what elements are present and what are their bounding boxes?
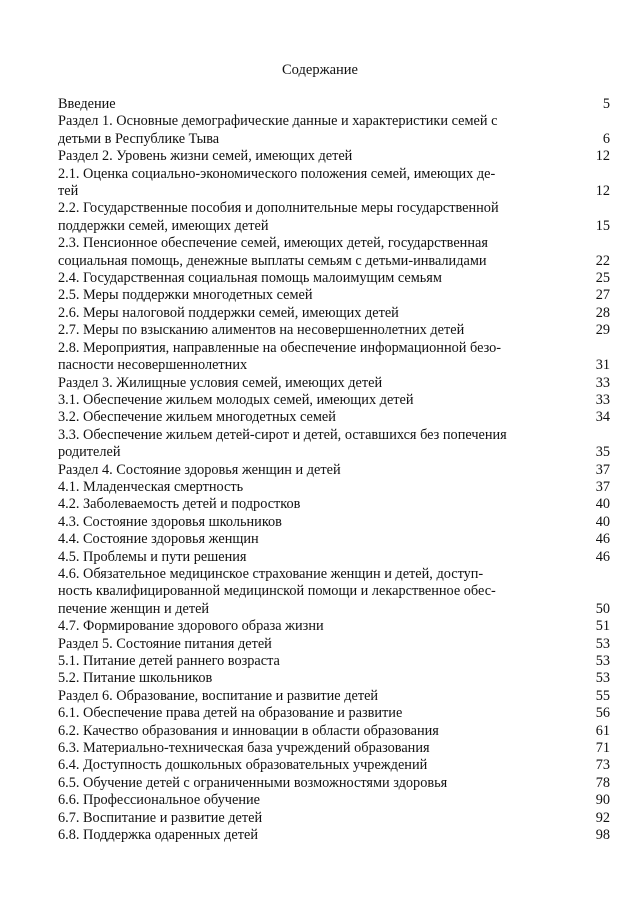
- toc-entry-page-number: 40: [595, 513, 610, 530]
- toc-entry-title: 3.2. Обеспечение жильем многодетных семей: [58, 409, 336, 426]
- toc-entry: [58, 670, 610, 687]
- toc-entry-title: 4.3. Состояние здоровья школьников: [58, 513, 282, 530]
- toc-entry: [58, 653, 610, 670]
- toc-entry-page-number: 5: [602, 96, 610, 112]
- toc-entry-title: 2.7. Меры по взысканию алиментов на несовершеннолетних детей: [58, 322, 465, 339]
- toc-entry-page-number: 61: [595, 722, 610, 739]
- toc-entry: [58, 618, 610, 635]
- toc-entry-title: 2.5. Меры поддержки многодетных семей: [58, 287, 313, 304]
- toc-entry: [58, 636, 610, 653]
- toc-entry-page-number: 92: [595, 809, 610, 826]
- toc-entry-page-number: 98: [595, 827, 610, 844]
- toc-entry-page-number: 37: [595, 461, 610, 478]
- toc-entry-page-number: 53: [595, 635, 610, 652]
- toc-entry-page-number: 25: [595, 270, 610, 287]
- toc-entry-title: 6.8. Поддержка одаренных детей: [58, 827, 258, 844]
- toc-entry: [58, 549, 610, 566]
- toc-entry: [58, 340, 610, 375]
- toc-entry: [58, 305, 610, 322]
- toc-entry-title: Раздел 2. Уровень жизни семей, имеющих детей: [58, 148, 353, 165]
- toc-entry-page-number: 40: [595, 496, 610, 513]
- toc-entry: [58, 427, 610, 462]
- toc-entry-page-number: 51: [595, 618, 610, 635]
- toc-entry: [58, 775, 610, 792]
- toc-entry: [58, 531, 610, 548]
- toc-entry-title: 6.5. Обучение детей с ограниченными возможностями здоровья: [58, 774, 448, 791]
- toc-entry: [58, 757, 610, 774]
- toc-entry: [58, 827, 610, 844]
- toc-entry-title: 4.2. Заболеваемость детей и подростков: [58, 496, 301, 513]
- toc-entry-page-number: 31: [595, 357, 610, 374]
- toc-entry: [58, 566, 610, 618]
- toc-entry: [58, 705, 610, 722]
- toc-entry: [58, 792, 610, 809]
- toc-entry-page-number: 29: [595, 322, 610, 339]
- toc-entry-title: 4.7. Формирование здорового образа жизни: [58, 618, 324, 635]
- toc-entry-title: Раздел 4. Состояние здоровья женщин и детей: [58, 461, 341, 478]
- toc-entry-title: Раздел 3. Жилищные условия семей, имеющих детей: [58, 374, 383, 391]
- table-of-contents: [58, 96, 610, 844]
- toc-entry-page-number: 27: [595, 287, 610, 304]
- toc-entry-title: 2.3. Пенсионное обеспечение семей, имеющих детей, государственная социальная помощь, денежные выплаты семьям с детьми-инвалидами: [58, 235, 488, 269]
- toc-entry-page-number: 53: [595, 653, 610, 669]
- toc-entry: [58, 235, 610, 270]
- toc-entry: [58, 688, 610, 705]
- toc-entry-page-number: 56: [595, 705, 610, 722]
- toc-entry: [58, 810, 610, 827]
- toc-entry-page-number: 71: [595, 740, 610, 757]
- toc-entry-title: Введение: [58, 96, 116, 112]
- toc-entry-title: 2.4. Государственная социальная помощь малоимущим семьям: [58, 270, 442, 287]
- toc-entry-title: 4.4. Состояние здоровья женщин: [58, 531, 259, 548]
- toc-entry-page-number: 53: [595, 670, 610, 687]
- toc-entry-page-number: 34: [595, 409, 610, 426]
- toc-entry: [58, 287, 610, 304]
- toc-entry-page-number: 12: [595, 183, 610, 200]
- toc-entry: [58, 322, 610, 339]
- toc-entry: [58, 113, 610, 148]
- toc-entry-title: 6.7. Воспитание и развитие детей: [58, 809, 263, 826]
- toc-entry-title: 6.4. Доступность дошкольных образовательных учреждений: [58, 757, 428, 774]
- toc-entry: [58, 479, 610, 496]
- toc-entry: [58, 148, 610, 165]
- toc-entry: [58, 514, 610, 531]
- toc-entry-page-number: 33: [595, 391, 610, 408]
- toc-entry-page-number: 37: [595, 478, 610, 495]
- page-title: Содержание: [282, 62, 358, 78]
- toc-entry-title: 2.8. Мероприятия, направленные на обеспечение информационной безо- пасности несовершеннолетних: [58, 339, 502, 374]
- toc-entry-title: 3.3. Обеспечение жильем детей-сирот и детей, оставшихся без попечения родителей: [58, 426, 507, 461]
- toc-entry: [58, 96, 610, 113]
- toc-entry: [58, 392, 610, 409]
- toc-entry-page-number: 28: [595, 304, 610, 321]
- toc-entry-page-number: 46: [595, 548, 610, 565]
- toc-entry-page-number: 35: [595, 444, 610, 461]
- toc-entry-title: 4.1. Младенческая смертность: [58, 478, 244, 495]
- toc-entry-title: Раздел 5. Состояние питания детей: [58, 635, 272, 652]
- toc-entry-title: 6.3. Материально-техническая база учреждений образования: [58, 740, 430, 757]
- toc-entry-page-number: 55: [595, 687, 610, 704]
- toc-entry: [58, 409, 610, 426]
- toc-entry-page-number: 12: [595, 148, 610, 165]
- toc-entry-title: 6.6. Профессиональное обучение: [58, 792, 260, 809]
- toc-entry: [58, 462, 610, 479]
- toc-entry-title: 5.2. Питание школьников: [58, 670, 213, 687]
- toc-entry-title: 3.1. Обеспечение жильем молодых семей, имеющих детей: [58, 391, 414, 408]
- toc-entry-title: 2.1. Оценка социально-экономического положения семей, имеющих де- тей: [58, 165, 496, 200]
- toc-entry-title: 6.1. Обеспечение права детей на образование и развитие: [58, 705, 403, 722]
- toc-entry-page-number: 46: [595, 531, 610, 548]
- toc-entry-page-number: 22: [595, 252, 610, 269]
- toc-entry-page-number: 78: [595, 774, 610, 791]
- toc-entry-title: 4.5. Проблемы и пути решения: [58, 548, 247, 565]
- toc-entry-title: 2.2. Государственные пособия и дополнительные меры государственной поддержки семей, имеющих детей: [58, 200, 499, 234]
- toc-entry: [58, 270, 610, 287]
- toc-entry-page-number: 50: [595, 600, 610, 617]
- toc-entry-title: 5.1. Питание детей раннего возраста: [58, 653, 280, 669]
- toc-entry-title: Раздел 6. Образование, воспитание и развитие детей: [58, 687, 379, 704]
- toc-entry: [58, 200, 610, 235]
- toc-entry-page-number: 73: [595, 757, 610, 774]
- toc-entry-page-number: 15: [595, 217, 610, 234]
- toc-entry: [58, 375, 610, 392]
- toc-entry: [58, 723, 610, 740]
- toc-entry-title: Раздел 1. Основные демографические данные и характеристики семей с детьми в Республике Тыва: [58, 113, 498, 147]
- toc-entry: [58, 166, 610, 201]
- toc-entry: [58, 496, 610, 513]
- toc-entry-title: 6.2. Качество образования и инновации в области образования: [58, 722, 439, 739]
- toc-entry-page-number: 33: [595, 374, 610, 391]
- toc-entry-page-number: 90: [595, 792, 610, 809]
- toc-entry-page-number: 6: [602, 130, 610, 147]
- toc-entry-title: 4.6. Обязательное медицинское страхование женщин и детей, доступ- ность квалифицированной медицинской помощи и лекарственное обес- печение женщин и детей: [58, 565, 496, 617]
- toc-entry: [58, 740, 610, 757]
- toc-entry-title: 2.6. Меры налоговой поддержки семей, имеющих детей: [58, 304, 399, 321]
